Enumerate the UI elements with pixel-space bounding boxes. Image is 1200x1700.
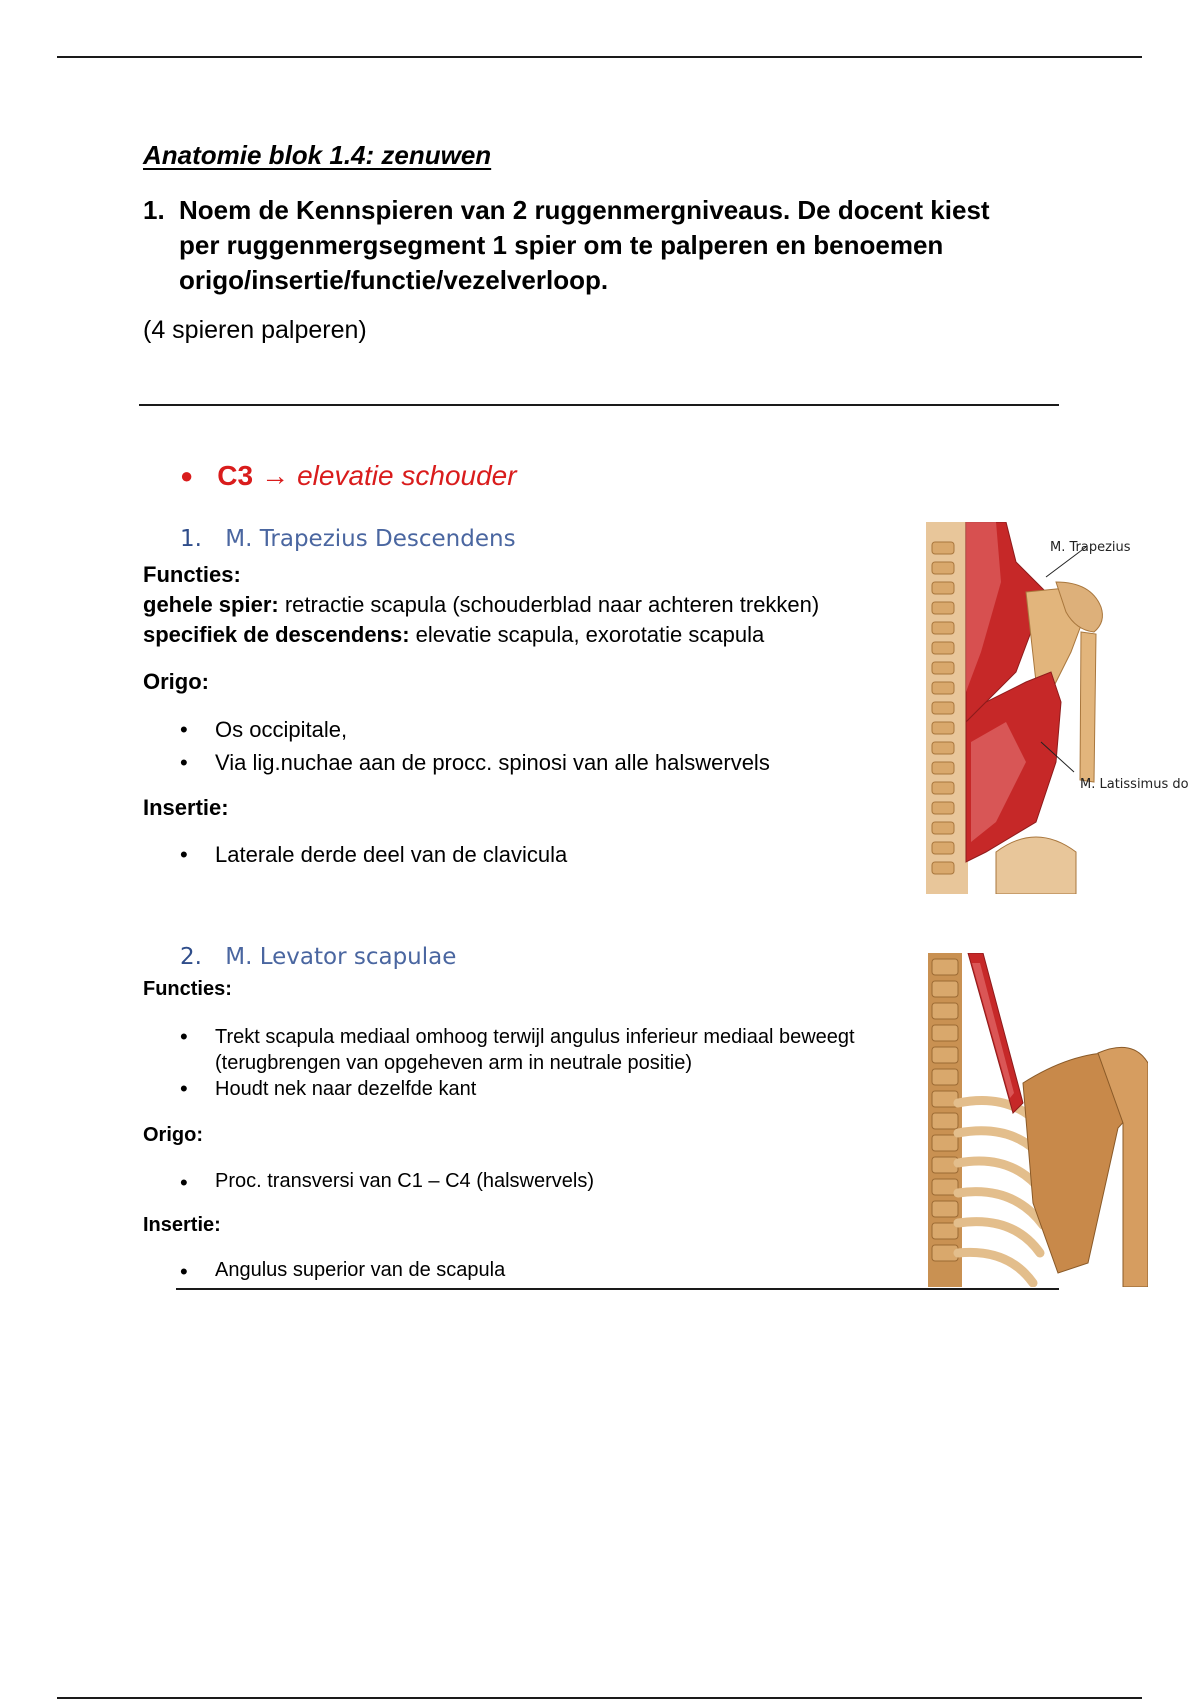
question-number: 1. [143,195,165,225]
muscle-2-insertie-list [143,1259,505,1282]
list-item: • Proc. transversi van C1 – C4 (halswervels) [143,1170,594,1193]
figure-label-trapezius: M. Trapezius [1050,540,1131,555]
list-item: • Houdt nek naar dezelfde kant [143,1076,855,1102]
muscle-2-heading [180,944,456,970]
top-rule [57,56,1142,58]
list-item: • Via lig.nuchae aan de procc. spinosi van alle halswervels [143,750,770,776]
level-heading [180,460,517,492]
muscle-1-origo-label: Origo: [143,669,209,694]
muscle-1-origo-list [143,717,770,776]
muscle-1-function-whole-label: gehele spier: [143,592,279,617]
muscle-1-function-whole [143,592,819,618]
levator-scapulae-illustration [928,953,1148,1287]
question-1 [143,193,1003,298]
section-end-rule [176,1288,1059,1290]
muscle-1-function-specific-text: elevatie scapula, exorotatie scapula [409,622,765,647]
list-item: • Os occipitale, [143,717,770,743]
arrow-icon: → [261,460,290,491]
list-item: • Angulus superior van de scapula [143,1259,505,1282]
subtitle: (4 spieren palperen) [143,316,367,344]
bottom-rule [57,1697,1142,1699]
bullet-icon: ● [180,463,194,488]
muscle-1-function-specific [143,622,764,648]
question-text: Noem de Kennspieren van 2 ruggenmergniveaus. De docent kiest per ruggenmergsegment 1 spier om te palperen en benoemen origo/insertie/functie/vezelverloop. [179,195,990,295]
muscle-2-functies-label: Functies: [143,978,232,1000]
level-description: elevatie schouder [297,460,517,491]
divider-rule [139,404,1059,406]
muscle-1-insertie-label: Insertie: [143,795,229,820]
figure-label-latissimus: M. Latissimus do [1080,777,1189,792]
list-item: • Trekt scapula mediaal omhoog terwijl angulus inferieur mediaal beweegt [143,1024,855,1050]
muscle-2-functies-list [143,1024,855,1102]
muscle-2-origo-label: Origo: [143,1124,203,1146]
muscle-1-heading [180,526,516,552]
muscle-2-insertie-label: Insertie: [143,1214,221,1236]
document-title: Anatomie blok 1.4: zenuwen [143,140,492,170]
trapezius-figure [926,522,1200,894]
muscle-1-function-specific-label: specifiek de descendens: [143,622,410,647]
muscle-1-function-whole-text: retractie scapula (schouderblad naar achteren trekken) [278,592,820,617]
back-muscles-illustration [926,522,1200,894]
muscle-2-number: 2. [180,944,202,970]
list-item: • Laterale derde deel van de clavicula [143,842,567,868]
muscle-1-number: 1. [180,526,202,552]
level-code: C3 [217,460,254,491]
muscle-2-origo-list [143,1170,594,1193]
muscle-1-insertie-list [143,842,567,868]
muscle-2-name: M. Levator scapulae [225,944,457,970]
levator-scapulae-figure [928,953,1148,1287]
list-item-continuation: (terugbrengen van opgeheven arm in neutrale positie) [215,1052,692,1074]
muscle-1-functies-label: Functies: [143,562,241,587]
muscle-1-name: M. Trapezius Descendens [225,526,516,552]
